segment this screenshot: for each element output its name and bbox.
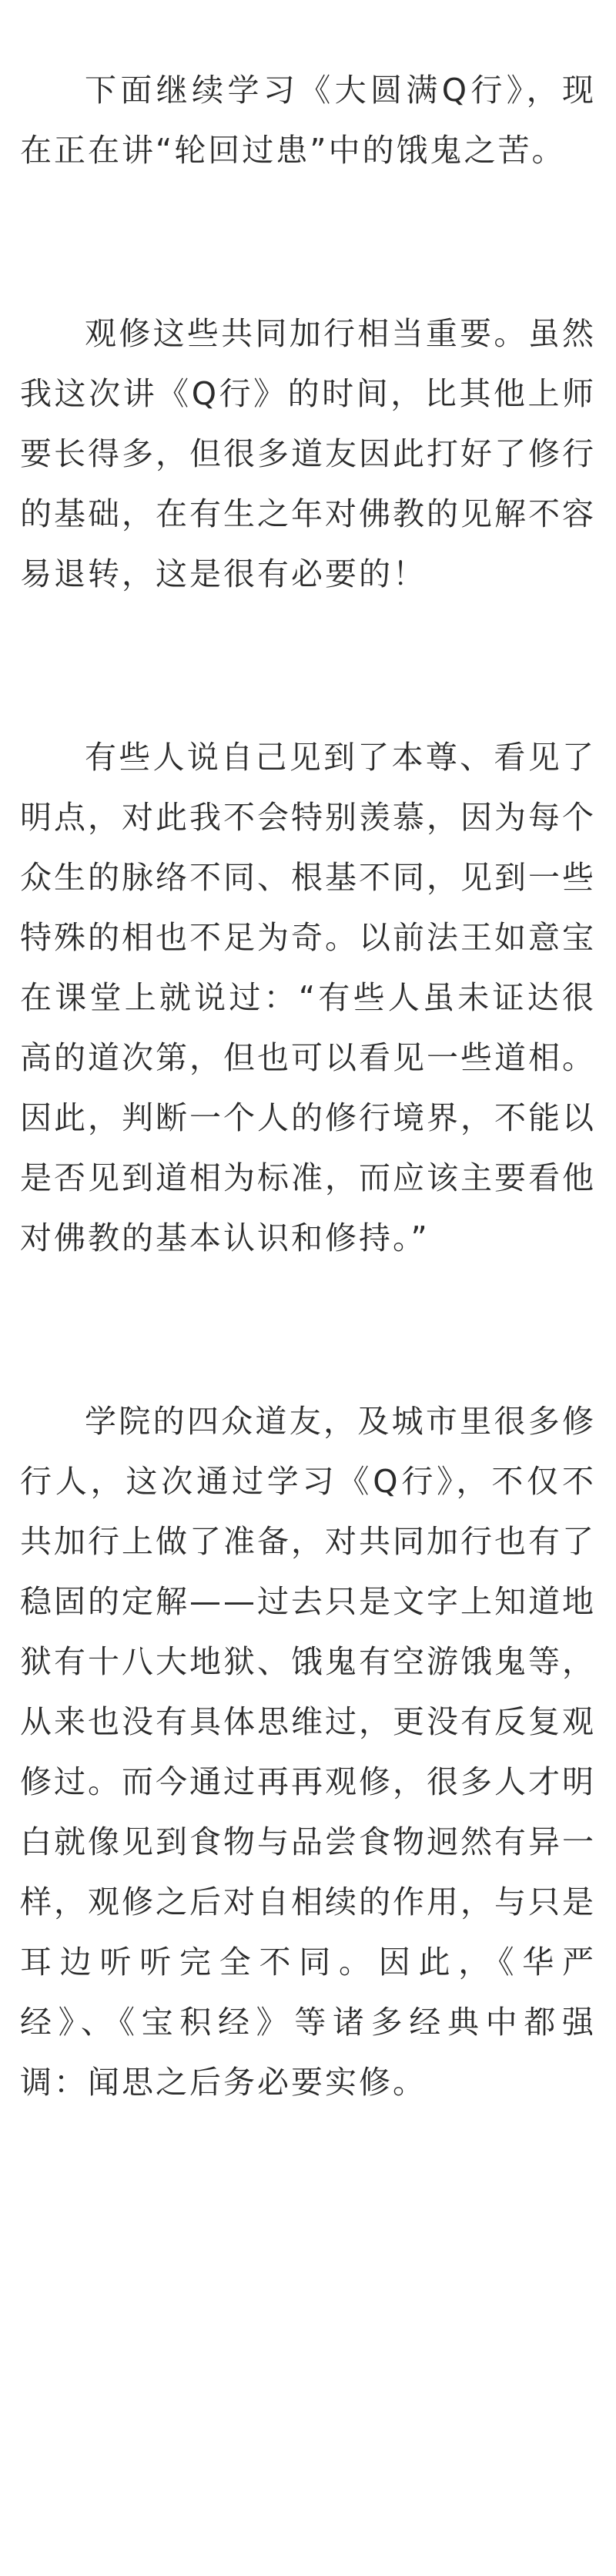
paragraph-practice: 学院的四众道友，及城市里很多修行人，这次通过学习《Q行》，不仅不共加行上做了准备，对共同加行也有了稳固的定解——过去只是文字上知道地狱有十八大地狱、饿鬼有空游饿鬼等，从来也没有具体思维过，更没有反复观修过。而今通过再再观修，很多人才明白就像见到食物与品尝食物迥然有异一样，观修之后对自相续的作用，与只是耳边听听完全不同。因此，《华严经》、《宝积经》等诸多经典中都强调：闻思之后务必要实修。 xyxy=(20,1403,596,2101)
article-body xyxy=(20,60,596,2112)
paragraph-visions: 有些人说自己见到了本尊、看见了明点，对此我不会特别羡慕，因为每个众生的脉络不同、根基不同，见到一些特殊的相也不足为奇。以前法王如意宝在课堂上就说过：“有些人虽未证达很高的道次第，但也可以看见一些道相。因此，判断一个人的修行境界，不能以是否见到道相为标准，而应该主要看他对佛教的基本认识和修持。” xyxy=(20,739,596,1256)
paragraph-preliminaries: 观修这些共同加行相当重要。虽然我这次讲《Q行》的时间，比其他上师要长得多，但很多道友因此打好了修行的基础，在有生之年对佛教的见解不容易退转，这是很有必要的！ xyxy=(20,315,596,592)
paragraph-intro: 下面继续学习《大圆满Q行》，现在正在讲“轮回过患”中的饿鬼之苦。 xyxy=(20,72,596,169)
